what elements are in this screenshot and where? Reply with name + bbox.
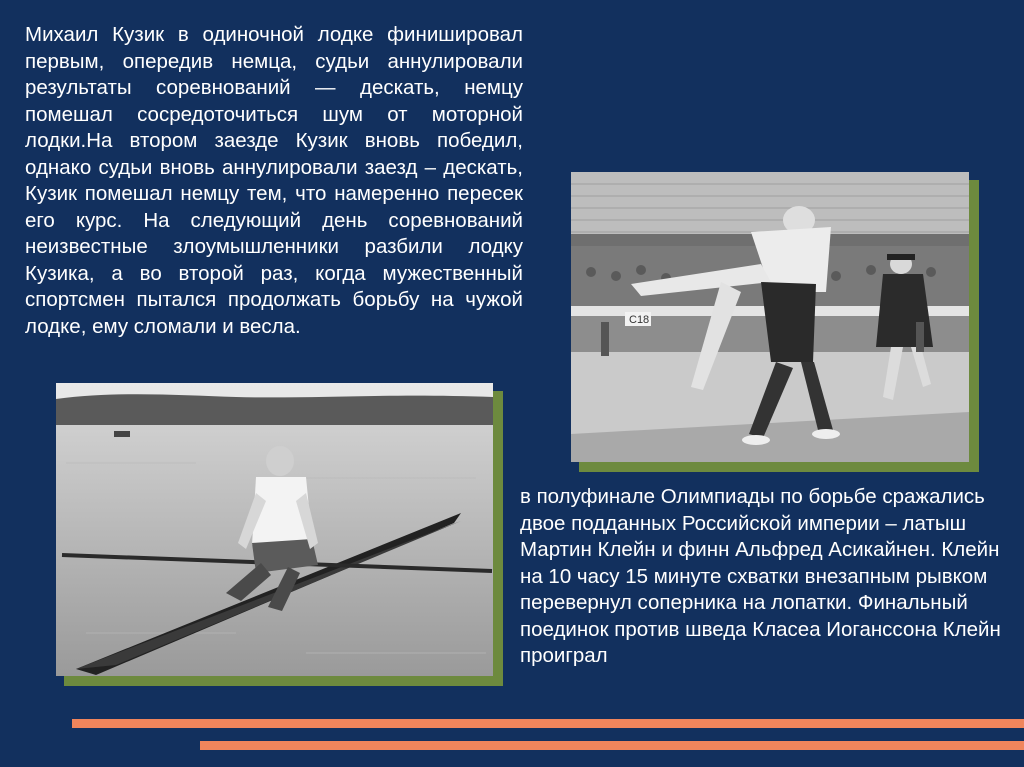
rowing-photo [56, 383, 493, 676]
paragraph-wrestling: в полуфинале Олимпиады по борьбе сражались двое подданных Российской империи – латыш Мартин Клейн и финн Альфред Асикайнен. Клейн на 10 часу 15 минуте схватки внезапным рывком перевернул соперника на лопатки. Финальный поединок против шведа Класеа Иоганссона Клейн проиграл [520, 485, 1001, 667]
paragraph-rowing: Михаил Кузик в одиночной лодке финишировал первым, опередив немца, судьи аннулировали результаты соревнований — дескать, немцу помешал сосредоточиться шум от моторной лодки.На втором заезде Кузик вновь победил, однако судьи вновь аннулировали заезд – дескать, Кузик помешал немцу тем, что намеренно пересек его курс. На следующий день соревнований неизвестные злоумышленники разбили лодку Кузика, а во второй раз, когда мужественный спортсмен пытался продолжать борьбу на чужой лодке, ему сломали и весла. [25, 23, 523, 338]
wrestling-photo [571, 172, 969, 462]
decor-stripe-top [72, 719, 1024, 728]
rowing-photo-image [56, 383, 493, 676]
rowing-photo-frame [56, 383, 503, 686]
wrestling-photo-frame [571, 172, 979, 472]
stand-sign-text: C18 [629, 314, 650, 326]
decor-stripe-bottom [200, 741, 1024, 750]
wrestling-photo-image [571, 172, 969, 462]
